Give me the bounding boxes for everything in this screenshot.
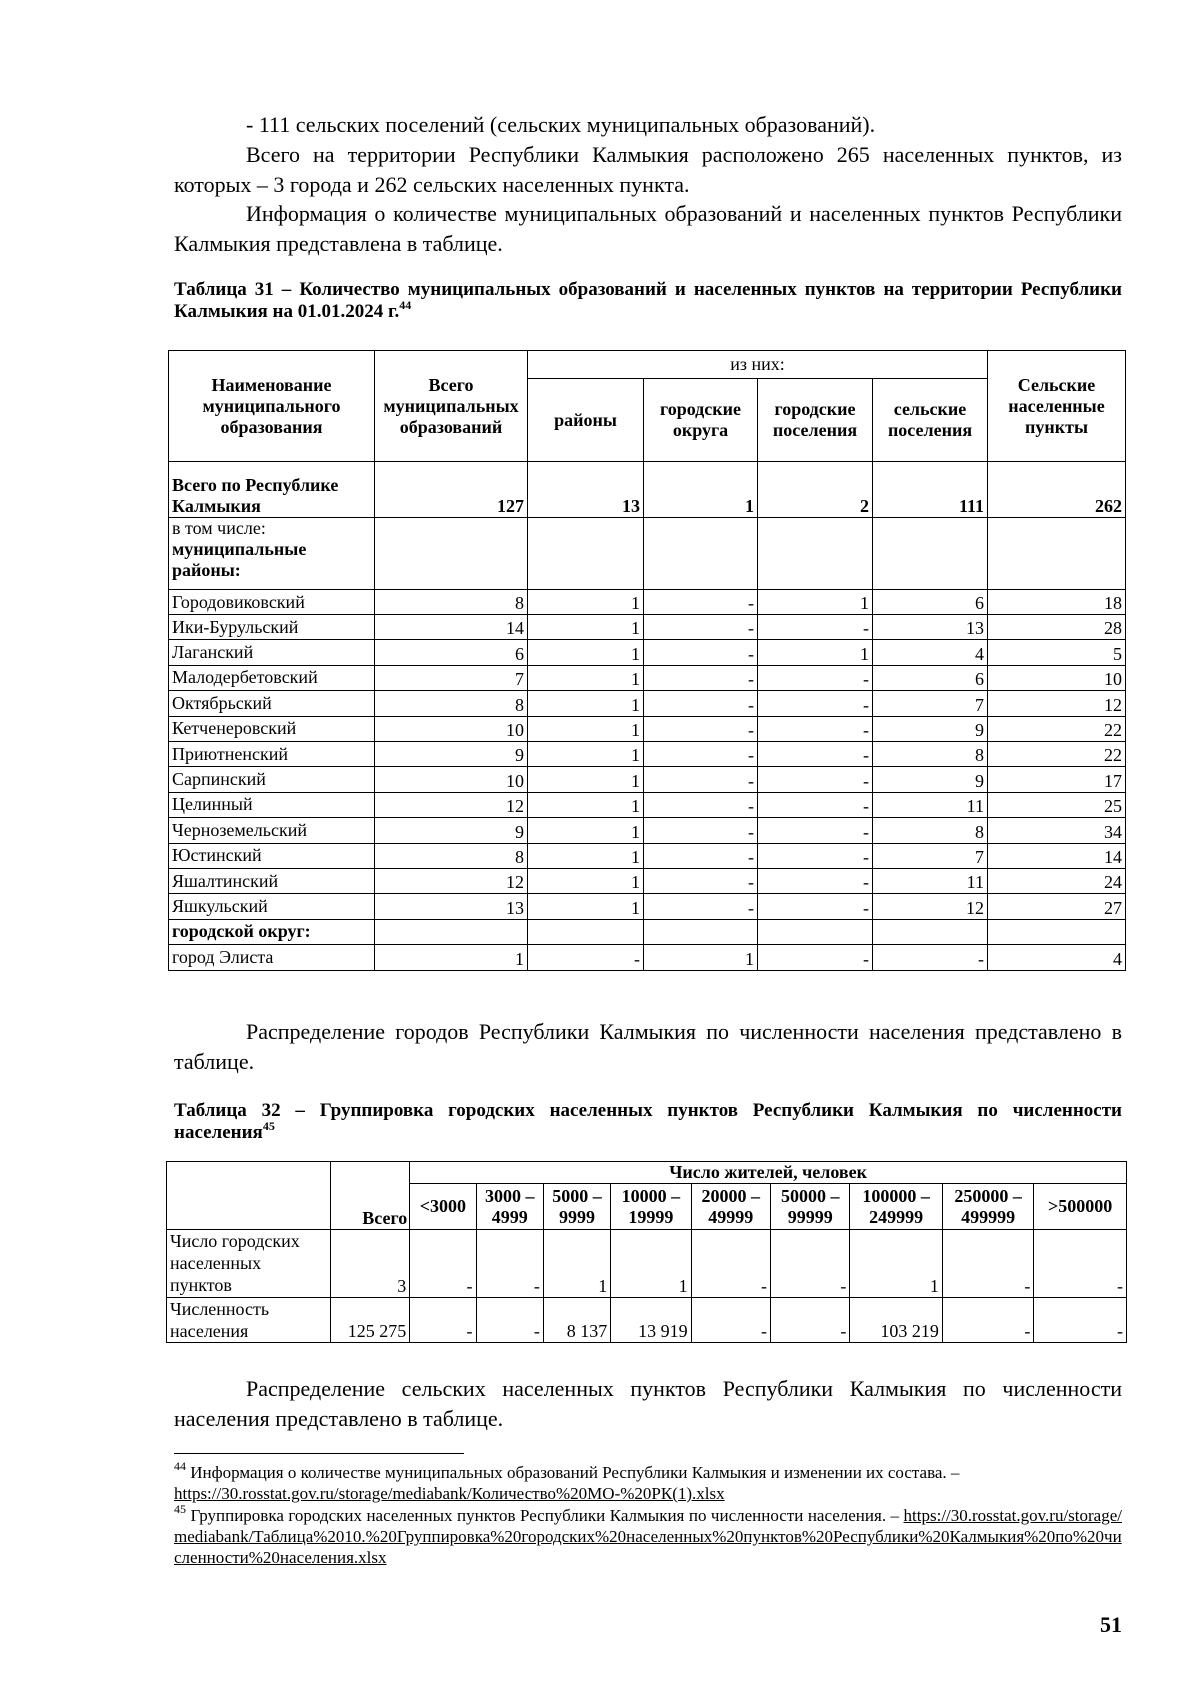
table-row [167, 1298, 1127, 1343]
row-name: Сарпинский [169, 767, 375, 792]
table32-caption: Таблица 32 – Группировка городских населенных пунктов Республики Калмыкия по численности населения$^{45}$ [174, 1100, 1122, 1143]
footnote-45-link[interactable]: https://30.rosstat.gov.ru/storage/mediabank/Таблица%2010.%20Группировка%20городских%20населенных%20пунктов%20Республики%20Калмыкия%20по%20численности%20населения.xlsx [174, 1506, 1122, 1567]
cell-value: - [1034, 1230, 1127, 1298]
table-urban-grouping [166, 1161, 1127, 1343]
cell-value: - [476, 1230, 543, 1298]
cell-value: - [771, 1230, 850, 1298]
header-total: Всего [330, 1162, 409, 1230]
page-number: 51 [1100, 1612, 1122, 1637]
header-rural-settlements: сельские поселения [873, 379, 988, 462]
cell-value: - [758, 868, 873, 893]
header-range: 3000 – 4999 [476, 1184, 543, 1230]
cell-value: 11 [873, 868, 988, 893]
cell-value: - [758, 767, 873, 792]
cell-value: 262 [988, 462, 1126, 518]
footnote-44: $^{44}$ Информация о количестве муниципальных образований Республики Калмыкия и изменении их состава. – https://30.rosstat.gov.ru/storage/mediabank/Количество%20МО-%20РК(1).xlsx [174, 1459, 960, 1503]
cell-value: - [758, 792, 873, 817]
cell-value: - [691, 1298, 770, 1343]
header-of-which: из них: [528, 351, 988, 379]
cell-value: 9 [873, 716, 988, 741]
footnote-ref-45[interactable]: 45 [262, 1119, 275, 1133]
cell-value: 18 [988, 590, 1126, 615]
cell-value: 14 [375, 615, 528, 640]
header-range: 50000 – 99999 [771, 1184, 850, 1230]
row-name: Яшкульский [169, 894, 375, 919]
header-residents: Число жителей, человек [410, 1162, 1127, 1184]
header-range: 100000 – 249999 [850, 1184, 942, 1230]
cell-value: 12 [873, 894, 988, 919]
table-row-total [169, 462, 1126, 518]
cell-value: - [942, 1298, 1033, 1343]
cell-value: - [644, 767, 758, 792]
table-row [169, 741, 1126, 766]
cell-value: 4 [873, 640, 988, 665]
cell-value: 12 [375, 868, 528, 893]
cell-value: 6 [375, 640, 528, 665]
cell-value: - [410, 1298, 476, 1343]
row-name: Малодербетовский [169, 665, 375, 690]
header-range: 10000 – 19999 [611, 1184, 691, 1230]
cell-value: 1 [611, 1230, 691, 1298]
cell-value: 1 [528, 818, 644, 843]
cell-value: 11 [873, 792, 988, 817]
cell-value: 27 [988, 894, 1126, 919]
table31-caption: Таблица 31 – Количество муниципальных образований и населенных пунктов на территории Республики Калмыкия на 01.01.2024 г.$^{44}$ [174, 279, 1122, 322]
paragraph-table31-intro: Информация о количестве муниципальных образований и населенных пунктов Республики Калмыкия представлена в таблице. [174, 201, 1122, 256]
cell-value: - [644, 792, 758, 817]
footnote-45: $^{45}$ Группировка городских населенных пунктов Республики Калмыкия по численности населения. – https://30.rosstat.gov.ru/storage/mediabank/Таблица%2010.%20Группировка%20городских%20населенных%20пунктов%20Республики%20Калмыкия%20по%20численности%20населения.xlsx [174, 1502, 1122, 1567]
header-blank [167, 1162, 331, 1230]
header-city-districts: городские округа [644, 379, 758, 462]
cell-value: - [644, 691, 758, 716]
table-row [169, 640, 1126, 665]
cell-value: 9 [873, 767, 988, 792]
cell-value: 7 [375, 665, 528, 690]
cell-value: 34 [988, 818, 1126, 843]
cell-value: 8 [375, 590, 528, 615]
cell-value: 1 [543, 1230, 610, 1298]
cell-value: - [758, 843, 873, 868]
city-district-label: городской округ: [169, 919, 375, 944]
cell-value: 1 [528, 590, 644, 615]
cell-total: 125 275 [330, 1298, 409, 1343]
cell-value: 17 [988, 767, 1126, 792]
cell-value: 7 [873, 691, 988, 716]
cell-value: 103 219 [850, 1298, 942, 1343]
row-name: Всего по Республике Калмыкия [169, 462, 375, 518]
cell-value: - [644, 868, 758, 893]
cell-value: - [758, 615, 873, 640]
row-name: Городовиковский [169, 590, 375, 615]
table-row [169, 691, 1126, 716]
cell-value: 6 [873, 590, 988, 615]
paragraph-table32-intro: Распределение городов Республики Калмыкия по численности населения представлено в таблице. [174, 1019, 1122, 1074]
table-municipal-formations [168, 350, 1126, 971]
cell-value: 10 [988, 665, 1126, 690]
cell-value: - [758, 741, 873, 766]
cell-value: 8 [375, 691, 528, 716]
cell-value: 13 [873, 615, 988, 640]
cell-value: 13 [375, 894, 528, 919]
footnote-ref-44[interactable]: 44 [399, 298, 412, 312]
cell-value: 111 [873, 462, 988, 518]
cell-value: 1 [644, 462, 758, 518]
header-name: Наименование муниципального образования [169, 351, 375, 462]
cell-value: 1 [528, 843, 644, 868]
cell-value: 5 [988, 640, 1126, 665]
cell-value: 12 [988, 691, 1126, 716]
cell-value: 9 [375, 741, 528, 766]
cell-value: - [644, 615, 758, 640]
header-range: 5000 – 9999 [543, 1184, 610, 1230]
cell-value: - [410, 1230, 476, 1298]
header-districts: районы [528, 379, 644, 462]
cell-value: 1 [758, 590, 873, 615]
cell-value: 1 [528, 741, 644, 766]
cell-value: 13 919 [611, 1298, 691, 1343]
cell-value: - [644, 741, 758, 766]
row-name: Лаганский [169, 640, 375, 665]
table-row [169, 944, 1126, 970]
table-row [169, 665, 1126, 690]
row-label: Численность населения [167, 1298, 331, 1343]
header-rural-localities: Сельские населенные пункты [988, 351, 1126, 462]
cell-value: 7 [873, 843, 988, 868]
header-urban-settlements: городские поселения [758, 379, 873, 462]
cell-value: - [691, 1230, 770, 1298]
header-range: 20000 – 49999 [691, 1184, 770, 1230]
cell-value: - [758, 894, 873, 919]
row-name: Юстинский [169, 843, 375, 868]
cell-value: 10 [375, 767, 528, 792]
table-row-including [169, 518, 1126, 590]
cell-value: - [644, 894, 758, 919]
cell-value: 1 [644, 944, 758, 970]
header-total-formations: Всего муниципальных образований [375, 351, 528, 462]
cell-value: 13 [528, 462, 644, 518]
cell-value: - [873, 944, 988, 970]
cell-value: 10 [375, 716, 528, 741]
cell-value: 4 [988, 944, 1126, 970]
table-row [167, 1230, 1127, 1298]
row-name: Яшалтинский [169, 868, 375, 893]
table-row [169, 868, 1126, 893]
table-row-city-label [169, 919, 1126, 944]
row-name: Октябрьский [169, 691, 375, 716]
footnote-separator [174, 1453, 464, 1454]
cell-value: 22 [988, 741, 1126, 766]
cell-value: 28 [988, 615, 1126, 640]
cell-value: 1 [528, 691, 644, 716]
table-row [169, 716, 1126, 741]
cell-value: - [758, 691, 873, 716]
cell-value: 2 [758, 462, 873, 518]
cell-value: 1 [528, 894, 644, 919]
header-range: >500000 [1034, 1184, 1127, 1230]
cell-value: 8 [375, 843, 528, 868]
cell-value: 25 [988, 792, 1126, 817]
row-name: город Элиста [169, 944, 375, 970]
row-name: Приютненский [169, 741, 375, 766]
row-name: Черноземельский [169, 818, 375, 843]
footnote-44-link[interactable]: https://30.rosstat.gov.ru/storage/mediabank/Количество%20МО-%20РК(1).xlsx [174, 1484, 725, 1503]
cell-value: - [758, 716, 873, 741]
cell-value: - [942, 1230, 1033, 1298]
cell-value: 14 [988, 843, 1126, 868]
cell-value: 1 [528, 792, 644, 817]
table-row [169, 615, 1126, 640]
cell-value: - [644, 716, 758, 741]
cell-value: - [644, 665, 758, 690]
cell-value: 1 [528, 640, 644, 665]
cell-value: 1 [528, 716, 644, 741]
cell-value: 1 [528, 615, 644, 640]
cell-value: 8 [873, 741, 988, 766]
cell-value: 1 [850, 1230, 942, 1298]
cell-value: 9 [375, 818, 528, 843]
row-name: Кетченеровский [169, 716, 375, 741]
cell-value: 8 [873, 818, 988, 843]
row-name: Целинный [169, 792, 375, 817]
row-label: Число городских населенных пунктов [167, 1230, 331, 1298]
table-row [169, 818, 1126, 843]
table-row [169, 792, 1126, 817]
paragraph-settlements: - 111 сельских поселений (сельских муниципальных образований). [246, 112, 876, 137]
cell-total: 3 [330, 1230, 409, 1298]
cell-value: 1 [528, 868, 644, 893]
cell-value: - [644, 843, 758, 868]
header-range: <3000 [410, 1184, 476, 1230]
paragraph-total-localities: Всего на территории Республики Калмыкия расположено 265 населенных пунктов, из которых – 3 города и 262 сельских населенных пункта. [174, 142, 1122, 197]
cell-value: - [758, 944, 873, 970]
header-range: 250000 – 499999 [942, 1184, 1033, 1230]
cell-value: 6 [873, 665, 988, 690]
cell-value: 12 [375, 792, 528, 817]
cell-value: - [528, 944, 644, 970]
cell-value: 1 [528, 665, 644, 690]
cell-value: 8 137 [543, 1298, 610, 1343]
table-row [169, 843, 1126, 868]
cell-value: 1 [528, 767, 644, 792]
row-name: Ики-Бурульский [169, 615, 375, 640]
cell-value: - [644, 818, 758, 843]
table-row [169, 894, 1126, 919]
cell-value: - [644, 590, 758, 615]
table-row [169, 767, 1126, 792]
cell-value: 1 [758, 640, 873, 665]
cell-value: - [758, 665, 873, 690]
cell-value: - [758, 818, 873, 843]
paragraph-table33-intro: Распределение сельских населенных пунктов Республики Калмыкия по численности населения представлено в таблице. [174, 1376, 1122, 1431]
cell-value: - [1034, 1298, 1127, 1343]
cell-value: 22 [988, 716, 1126, 741]
cell-value: 1 [375, 944, 528, 970]
cell-value: - [476, 1298, 543, 1343]
cell-value: - [644, 640, 758, 665]
table-row [169, 590, 1126, 615]
cell-value: 24 [988, 868, 1126, 893]
cell-value: - [771, 1298, 850, 1343]
including-label-cell: в том числе: муниципальные районы: [169, 518, 375, 590]
cell-value: 127 [375, 462, 528, 518]
